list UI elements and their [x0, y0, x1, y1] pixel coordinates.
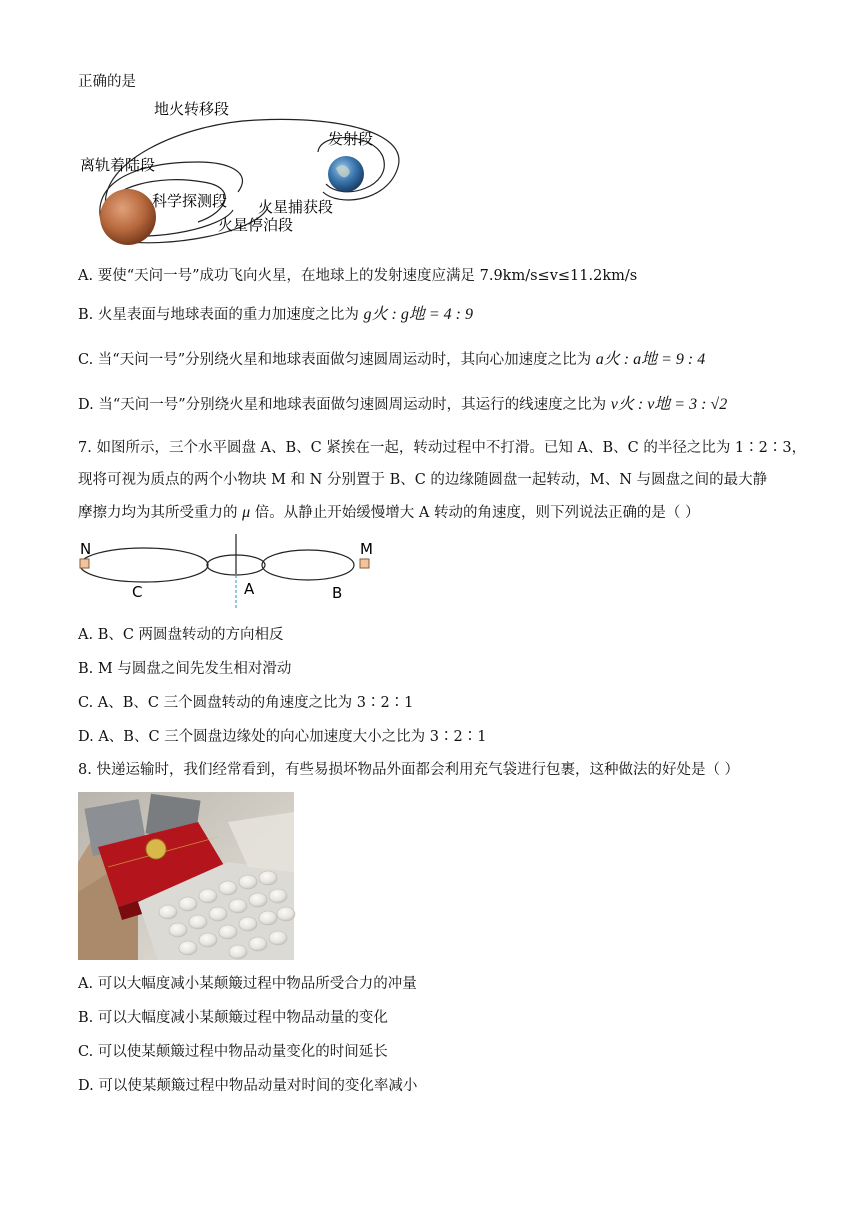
q7-stem-line3 [78, 503, 700, 523]
orbit-diagram [80, 92, 418, 252]
q6-option-c-formula: a火 : a地 = 9 : 4 [595, 351, 706, 368]
question-intro-tail: 正确的是 [78, 74, 136, 90]
q8-option-b: B. 可以大幅度减小某颠簸过程中物品动量的变化 [78, 1010, 388, 1026]
mu-symbol: μ [242, 504, 251, 521]
q7-option-c: C. A、B、C 三个圆盘转动的角速度之比为 3∶2∶1 [78, 695, 414, 711]
package-photo [78, 792, 294, 960]
label-c: C [132, 583, 143, 601]
q6-option-a: A. 要使“天问一号”成功飞向火星，在地球上的发射速度应满足 7.9km/s≤v≤11.2km/s [78, 268, 638, 284]
label-n: N [80, 540, 92, 558]
q7-option-b: B. M 与圆盘之间先发生相对滑动 [78, 661, 292, 677]
disc-b [262, 550, 354, 580]
q6-option-b-text: B. 火星表面与地球表面的重力加速度之比为 [78, 307, 359, 323]
label-transfer: 地火转移段 [154, 100, 230, 118]
block-n [80, 559, 89, 568]
label-a: A [244, 580, 255, 598]
q6-option-b-formula: g火 : g地 = 4 : 9 [363, 306, 473, 323]
q8-option-c: C. 可以使某颠簸过程中物品动量变化的时间延长 [78, 1044, 388, 1060]
label-descent: 离轨着陆段 [80, 156, 156, 174]
label-capture: 火星捕获段 [258, 198, 334, 216]
label-launch: 发射段 [328, 130, 374, 148]
label-b: B [332, 584, 343, 602]
q6-option-d-formula: v火 : v地 = 3 : √2 [610, 396, 728, 413]
q8-option-a: A. 可以大幅度减小某颠簸过程中物品所受合力的冲量 [78, 976, 417, 992]
q8-option-d: D. 可以使某颠簸过程中物品动量对时间的变化率减小 [78, 1078, 418, 1094]
q6-option-d-text: D. 当“天问一号”分别绕火星和地球表面做匀速圆周运动时，其运行的线速度之比为 [78, 397, 607, 413]
block-m [360, 559, 369, 568]
label-parking: 火星停泊段 [218, 216, 294, 234]
q6-option-c [78, 350, 705, 370]
q7-stem-line1: 7. 如图所示，三个水平圆盘 A、B、C 紧挨在一起，转动过程中不打滑。已知 A、B、C 的半径之比为 1∶2∶3， [78, 440, 807, 456]
q6-option-c-text: C. 当“天问一号”分别绕火星和地球表面做匀速圆周运动时，其向心加速度之比为 [78, 352, 592, 368]
mars-planet [100, 189, 156, 245]
q6-option-d [78, 395, 727, 415]
disc-diagram [78, 532, 378, 612]
q7-stem-line2: 现将可视为质点的两个小物块 M 和 N 分别置于 B、C 的边缘随圆盘一起转动，M、N 与圆盘之间的最大静 [78, 472, 768, 488]
q8-stem: 8. 快递运输时，我们经常看到，有些易损坏物品外面都会利用充气袋进行包裹，这种做法的好处是（ ） [78, 762, 740, 778]
label-m: M [360, 540, 373, 558]
q7-option-d: D. A、B、C 三个圆盘边缘处的向心加速度大小之比为 3∶2∶1 [78, 729, 487, 745]
q7-stem-line3b: 倍。从静止开始缓慢增大 A 转动的角速度，则下列说法正确的是（ ） [254, 505, 700, 521]
disc-c [80, 548, 208, 582]
q7-stem-line3a: 摩擦力均为其所受重力的 [78, 505, 238, 521]
q6-option-b [78, 305, 473, 325]
q7-option-a: A. B、C 两圆盘转动的方向相反 [78, 627, 284, 643]
label-science: 科学探测段 [152, 192, 228, 210]
